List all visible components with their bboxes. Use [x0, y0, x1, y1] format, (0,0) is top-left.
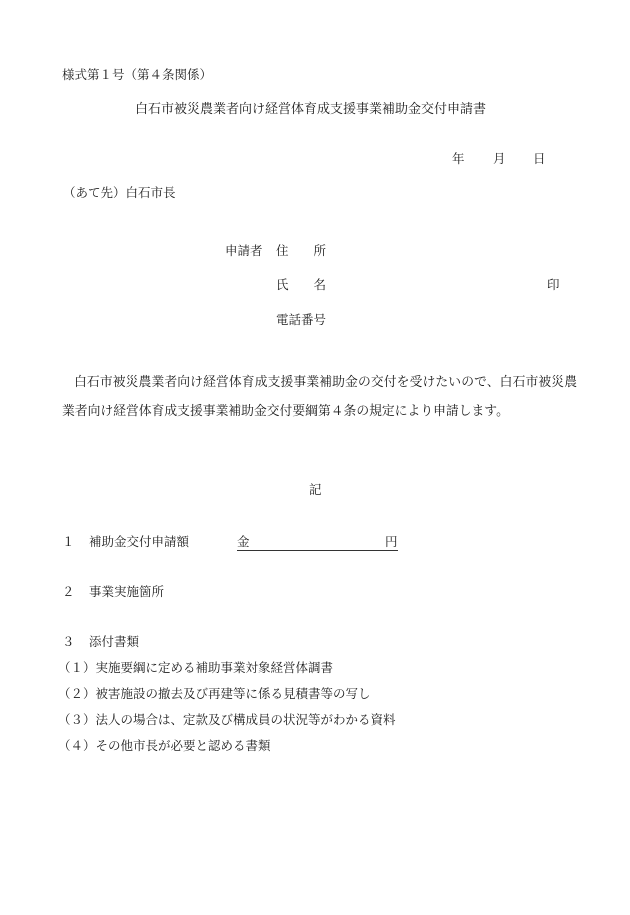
amount-suffix: 円 [385, 534, 398, 549]
document-title: 白石市被災農業者向け経営体育成支援事業補助金交付申請書 [135, 102, 487, 117]
attachment-item: （４）その他市長が必要と認める書類 [58, 738, 271, 753]
address-label: 住 所 [276, 243, 327, 258]
item1-number: １ [62, 534, 75, 549]
phone-label: 電話番号 [276, 312, 327, 327]
amount-field [237, 534, 398, 551]
attachment-item: （２）被害施設の撤去及び再建等に係る見積書等の写し [58, 686, 371, 701]
application-statement: 白石市被災農業者向け経営体育成支援事業補助金の交付を受けたいので、白石市被災農業者向け経営体育成支援事業補助金交付要綱第４条の規定により申請します。 [62, 375, 577, 419]
date-year: 年 [452, 151, 465, 166]
date-day: 日 [533, 151, 546, 166]
applicant-label: 申請者 [225, 243, 263, 258]
attachment-item: （３）法人の場合は、定款及び構成員の状況等がわかる資料 [58, 712, 396, 727]
attachment-item: （１）実施要綱に定める補助事業対象経営体調書 [58, 660, 334, 675]
addressee: （あて先）白石市長 [63, 185, 176, 200]
date-month: 月 [493, 151, 506, 166]
item3-number: ３ [62, 634, 75, 649]
item3-label: 添付書類 [89, 634, 140, 649]
amount-prefix: 金 [237, 534, 250, 549]
seal-mark: 印 [547, 277, 560, 292]
item2-label: 事業実施箇所 [89, 584, 165, 599]
form-number: 様式第１号（第４条関係） [62, 67, 213, 82]
item2-number: ２ [62, 584, 75, 599]
ki-heading: 記 [309, 482, 322, 497]
name-label: 氏 名 [276, 277, 327, 292]
item1-label: 補助金交付申請額 [89, 534, 190, 549]
